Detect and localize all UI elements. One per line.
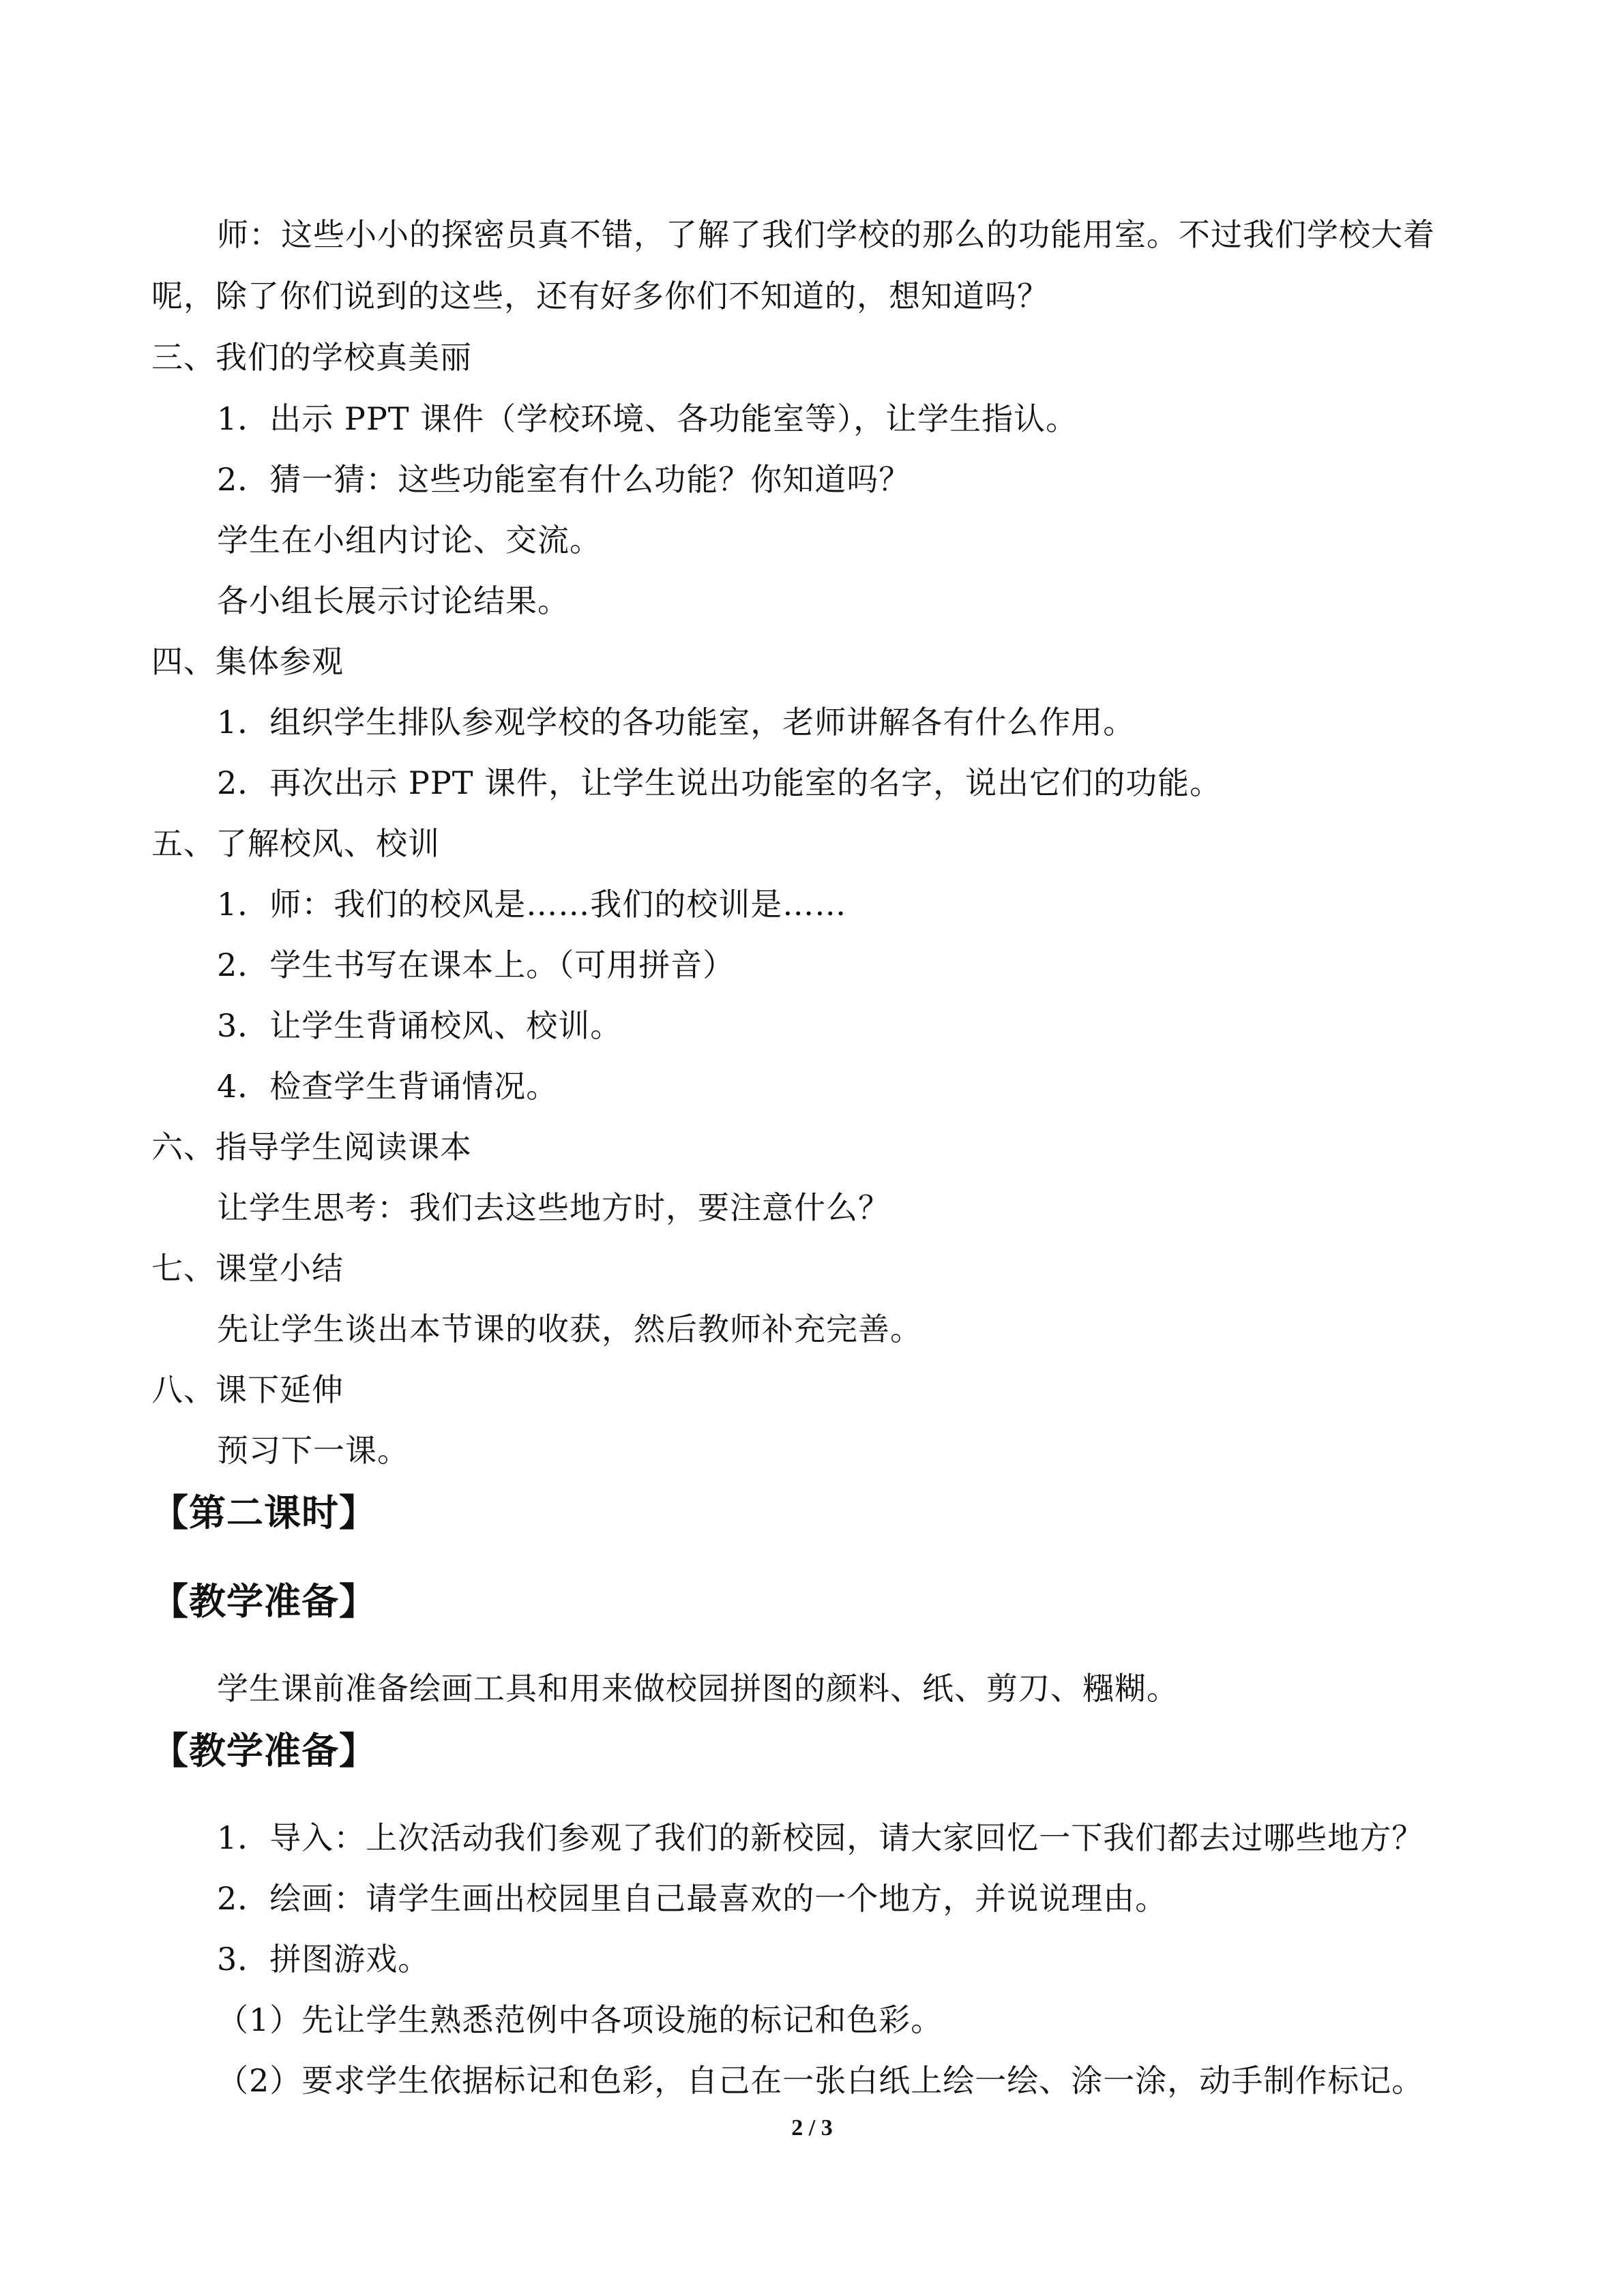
paragraph-line: 预习下一课。 (217, 1432, 409, 1469)
paragraph-line: 学生在小组内讨论、交流。 (217, 522, 602, 558)
list-item: 1．组织学生排队参观学校的各功能室，老师讲解各有什么作用。 (217, 704, 1136, 741)
paragraph-line: 学生课前准备绘画工具和用来做校园拼图的颜料、纸、剪刀、糨糊。 (217, 1670, 1179, 1707)
list-item: 3．拼图游戏。 (217, 1941, 430, 1978)
paragraph-line: 师：这些小小的探密员真不错，了解了我们学校的那么的功能用室。不过我们学校大着 (217, 216, 1435, 253)
lesson-heading: 【第二课时】 (151, 1491, 377, 1534)
section-heading: 五、了解校风、校训 (151, 825, 440, 862)
paragraph-line: 各小组长展示讨论结果。 (217, 582, 570, 619)
lesson-heading: 【教学准备】 (151, 1580, 377, 1623)
list-item: 2．猜一猜：这些功能室有什么功能？你知道吗？ (217, 461, 911, 498)
list-item: 3．让学生背诵校风、校训。 (217, 1007, 623, 1044)
list-item: 1．导入：上次活动我们参观了我们的新校园，请大家回忆一下我们都去过哪些地方？ (217, 1819, 1424, 1856)
section-heading: 四、集体参观 (151, 643, 344, 680)
list-item: 2．绘画：请学生画出校园里自己最喜欢的一个地方，并说说理由。 (217, 1880, 1168, 1917)
page-number: 2 / 3 (791, 2115, 833, 2141)
section-heading: 七、课堂小结 (151, 1250, 344, 1287)
section-heading: 八、课下延伸 (151, 1371, 344, 1408)
list-item: 2．学生书写在课本上。（可用拼音） (217, 946, 735, 983)
list-item: 4．检查学生背诵情况。 (217, 1068, 559, 1105)
paragraph-line: 呢，除了你们说到的这些，还有好多你们不知道的，想知道吗？ (151, 278, 1049, 314)
paragraph-line: 先让学生谈出本节课的收获，然后教师补充完善。 (217, 1311, 922, 1347)
list-item: （2）要求学生依据标记和色彩，自己在一张白纸上绘一绘、涂一涂，动手制作标记。 (217, 2062, 1424, 2099)
section-heading: 六、指导学生阅读课本 (151, 1129, 472, 1165)
list-item: （1）先让学生熟悉范例中各项设施的标记和色彩。 (217, 2001, 943, 2038)
paragraph-line: 让学生思考：我们去这些地方时，要注意什么？ (217, 1189, 890, 1226)
section-heading: 三、我们的学校真美丽 (151, 339, 472, 376)
list-item: 2．再次出示 PPT 课件，让学生说出功能室的名字，说出它们的功能。 (217, 764, 1222, 801)
lesson-heading: 【教学准备】 (151, 1729, 377, 1772)
list-item: 1．出示 PPT 课件（学校环境、各功能室等），让学生指认。 (217, 400, 1078, 437)
list-item: 1．师：我们的校风是……我们的校训是…… (217, 886, 847, 923)
